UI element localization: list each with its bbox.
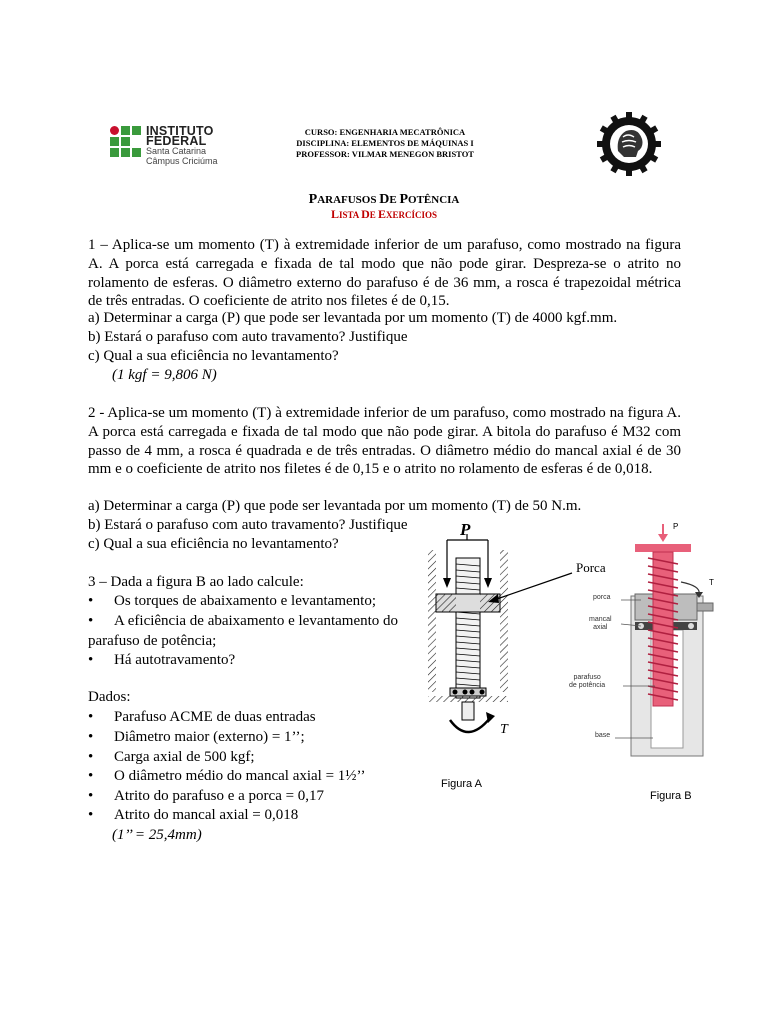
question-3-bullet: • Os torques de abaixamento e levantamento; bbox=[88, 593, 376, 609]
institution-campus-line1: Santa Catarina bbox=[146, 146, 207, 156]
question-2-statement: 2 - Aplica-se um momento (T) à extremidade inferior de um parafuso, como mostrado na figura A. A porca está carregada e fixada de tal modo que não pode girar. A bitola do parafuso é M32 com passo de 4 mm, a rosca é quadrada e de três entradas. O diâmetro médio do mancal axial é de 30 mm e o coeficiente de atrito nos filetes é de 0,15 e o atrito no rolamento de esferas é de 0,018. bbox=[88, 405, 681, 478]
question-2-item-a: a) Determinar a carga (P) que pode ser levantada por um momento (T) de 50 N.m. bbox=[88, 498, 582, 514]
figure-a-diagram bbox=[420, 520, 555, 760]
data-item: • Parafuso ACME de duas entradas bbox=[88, 709, 316, 725]
figure-b-porca-label: porca bbox=[593, 594, 611, 601]
data-item: • Carga axial de 500 kgf; bbox=[88, 749, 255, 765]
question-1-item-b: b) Estará o parafuso com auto travamento? Justifique bbox=[88, 329, 408, 345]
question-2-item-c: c) Qual a sua eficiência no levantamento? bbox=[88, 536, 339, 552]
figure-b-parafuso-label: parafuso de potência bbox=[569, 674, 606, 689]
question-3-bullet: • Há autotravamento? bbox=[88, 652, 236, 668]
figure-b-caption: Figura B bbox=[650, 790, 692, 802]
data-note: (1’’ = 25,4mm) bbox=[112, 827, 202, 843]
institution-name: INSTITUTO FEDERAL bbox=[146, 124, 214, 148]
data-item: • Diâmetro maior (externo) = 1’’; bbox=[88, 729, 305, 745]
course-line: CURSO: ENGENHARIA MECATRÔNICA bbox=[304, 127, 466, 137]
data-item: • Atrito do mancal axial = 0,018 bbox=[88, 807, 299, 823]
question-1-statement: 1 – Aplica-se um momento (T) à extremidade inferior de um parafuso, como mostrado na figura A. A porca está carregada e fixada de tal modo que não pode girar. Despreza-se o atrito no rolamento de esferas. O diâmetro externo do parafuso é de 36 mm, a rosca é trapezoidal métrica de três entradas. O coeficiente de atrito nos filetes é de 0,15. bbox=[88, 237, 681, 310]
figure-a-porca-label: Porca bbox=[576, 560, 606, 575]
institution-campus-line2: Câmpus Criciúma bbox=[146, 156, 218, 166]
question-1-item-a: a) Determinar a carga (P) que pode ser levantada por um momento (T) de 4000 kgf.mm. bbox=[88, 310, 618, 326]
data-heading: Dados: bbox=[88, 689, 131, 705]
question-1-item-c: c) Qual a sua eficiência no levantamento? bbox=[88, 348, 339, 364]
department-seal-logo bbox=[596, 111, 662, 177]
question-1-note: (1 kgf = 9,806 N) bbox=[112, 367, 217, 383]
figure-b-mancal-label: mancal axial bbox=[589, 616, 612, 631]
data-item: • O diâmetro médio do mancal axial = 1½’’ bbox=[88, 768, 366, 784]
figure-b-torque-label: T bbox=[709, 578, 714, 587]
page-subtitle: LISTA DE EXERCÍCIOS bbox=[330, 207, 438, 221]
question-3-bullet: • A eficiência de abaixamento e levantamento do bbox=[88, 613, 399, 629]
question-3-bullet-continuation: parafuso de potência; bbox=[88, 633, 217, 649]
page-title: PARAFUSOS DE POTÊNCIA bbox=[308, 192, 460, 207]
figure-b-diagram bbox=[563, 520, 723, 770]
question-2-item-b: b) Estará o parafuso com auto travamento? Justifique bbox=[88, 517, 408, 533]
institution-logo-mark bbox=[110, 126, 142, 160]
discipline-line: DISCIPLINA: ELEMENTOS DE MÁQUINAS I bbox=[296, 138, 474, 148]
professor-line: PROFESSOR: VILMAR MENEGON BRISTOT bbox=[296, 149, 474, 159]
institution-logo bbox=[110, 124, 250, 164]
question-3-intro: 3 – Dada a figura B ao lado calcule: bbox=[88, 574, 304, 590]
course-header bbox=[265, 127, 505, 160]
figure-a-caption: Figura A bbox=[441, 778, 482, 790]
data-item: • Atrito do parafuso e a porca = 0,17 bbox=[88, 788, 325, 804]
figure-a-load-label: P bbox=[460, 520, 471, 539]
figure-a-torque-label: T bbox=[500, 722, 508, 737]
figure-b-load-label: P bbox=[673, 522, 679, 531]
figure-b-base-label: base bbox=[595, 732, 611, 739]
